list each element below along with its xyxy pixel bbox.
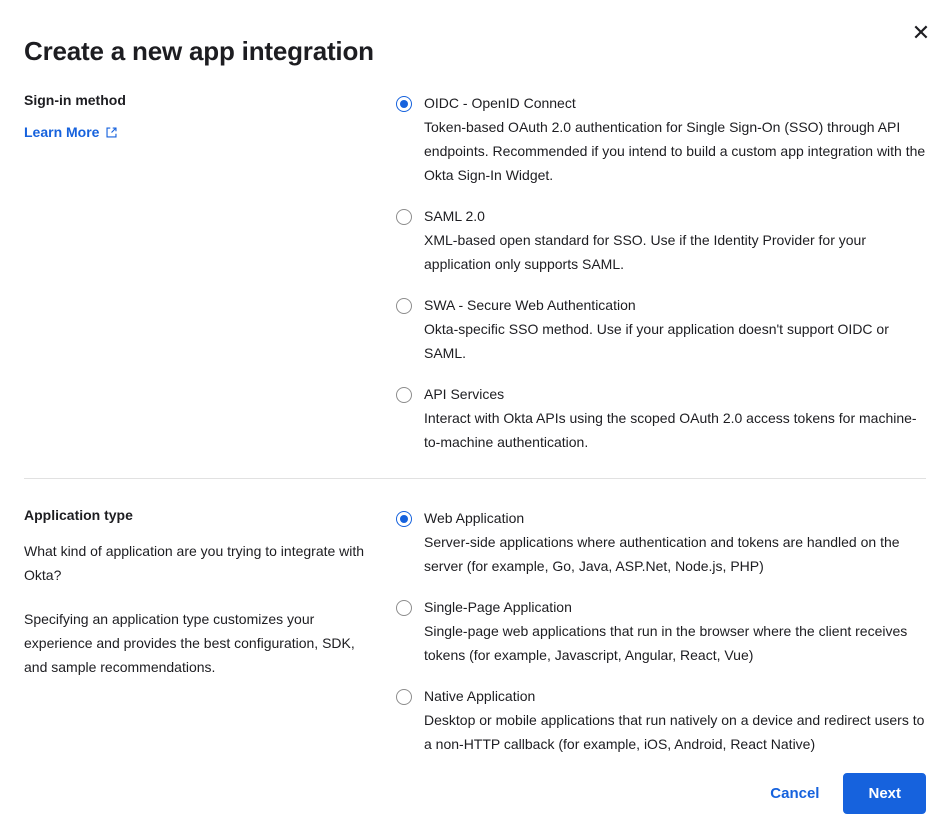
radio-option-saml-title: SAML 2.0 (424, 208, 485, 224)
radio-option-native-application-desc: Desktop or mobile applications that run natively on a device and redirect users to a non-HTTP callback (for example, iOS, Android, React Native) (424, 712, 925, 752)
radio-option-oidc[interactable] (396, 92, 926, 187)
sign-in-method-section (0, 68, 950, 454)
dialog-footer (0, 773, 950, 814)
radio-option-web-application-title: Web Application (424, 510, 525, 526)
radio-web-application[interactable] (396, 511, 412, 527)
radio-option-native-application-body (424, 685, 926, 756)
radio-option-web-application-body (424, 507, 926, 578)
radio-option-oidc-desc: Token-based OAuth 2.0 authentication for Single Sign-On (SSO) through API endpoints. Recommended if you intend to build a custom app integration with the Okta Sign-In Widget. (424, 119, 926, 183)
radio-option-api-services[interactable] (396, 383, 926, 454)
radio-option-oidc-body (424, 92, 926, 187)
radio-option-native-application-title: Native Application (424, 688, 536, 704)
application-type-section (0, 479, 950, 756)
radio-option-saml-body (424, 205, 926, 276)
radio-native-application[interactable] (396, 689, 412, 705)
application-type-helper-1: What kind of application are you trying to integrate with Okta? (24, 543, 365, 583)
radio-saml[interactable] (396, 209, 412, 225)
radio-option-swa-body (424, 294, 926, 365)
application-type-helper-2: Specifying an application type customizes your experience and provides the best configuration, SDK, and sample recommendations. (24, 611, 355, 675)
external-link-icon (105, 126, 118, 139)
sign-in-method-label: Sign-in method (24, 92, 126, 108)
sign-in-method-options (396, 90, 926, 454)
radio-option-oidc-title: OIDC - OpenID Connect (424, 95, 576, 111)
radio-option-single-page-application-title: Single-Page Application (424, 599, 572, 615)
page-title: Create a new app integration (24, 36, 374, 66)
radio-option-native-application[interactable] (396, 685, 926, 756)
application-type-label: Application type (24, 507, 133, 523)
cancel-button[interactable]: Cancel (764, 775, 825, 812)
radio-option-single-page-application[interactable] (396, 596, 926, 667)
radio-api-services[interactable] (396, 387, 412, 403)
radio-option-api-services-desc: Interact with Okta APIs using the scoped OAuth 2.0 access tokens for machine-to-machine authentication. (424, 410, 917, 450)
close-icon[interactable]: ✕ (906, 18, 936, 48)
radio-option-web-application-desc: Server-side applications where authentication and tokens are handled on the server (for example, Go, Java, ASP.Net, Node.js, PHP) (424, 534, 900, 574)
radio-option-saml[interactable] (396, 205, 926, 276)
learn-more-link[interactable] (24, 124, 118, 140)
radio-option-single-page-application-body (424, 596, 926, 667)
next-button[interactable]: Next (843, 773, 926, 814)
radio-option-web-application[interactable] (396, 507, 926, 578)
radio-option-saml-desc: XML-based open standard for SSO. Use if the Identity Provider for your application only supports SAML. (424, 232, 866, 272)
radio-option-api-services-body (424, 383, 926, 454)
radio-oidc[interactable] (396, 96, 412, 112)
learn-more-label: Learn More (24, 124, 100, 140)
radio-option-swa-desc: Okta-specific SSO method. Use if your application doesn't support OIDC or SAML. (424, 321, 889, 361)
radio-option-single-page-application-desc: Single-page web applications that run in the browser where the client receives tokens (for example, Javascript, Angular, React, Vue) (424, 623, 908, 663)
radio-option-swa[interactable] (396, 294, 926, 365)
radio-option-swa-title: SWA - Secure Web Authentication (424, 297, 636, 313)
radio-option-api-services-title: API Services (424, 386, 505, 402)
application-type-options (396, 505, 926, 756)
application-type-left-column (24, 505, 396, 756)
sign-in-method-left-column (24, 90, 396, 454)
radio-single-page-application[interactable] (396, 600, 412, 616)
radio-swa[interactable] (396, 298, 412, 314)
